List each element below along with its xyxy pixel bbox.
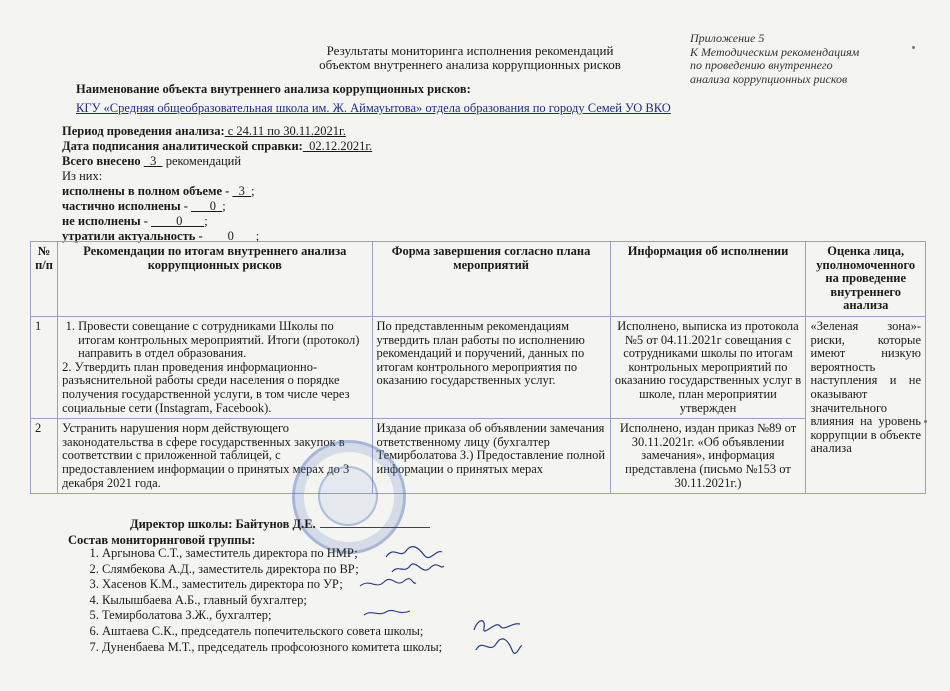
appendix-header: [690, 32, 920, 86]
signature-4: [362, 606, 412, 620]
total-value: 3: [143, 154, 163, 168]
scan-speck: [924, 420, 927, 423]
of-them-label: Из них:: [62, 169, 103, 183]
lost-relevance-label: утратили актуальность -: [62, 229, 203, 243]
row-1-num: 1: [31, 316, 58, 418]
total-suffix: рекомендаций: [162, 154, 242, 168]
row-2-completion-form: Издание приказа об объявлении замечания ответственному лицу (бухгалтер Темирболатова З.) Предоставление полной информации о принятых мерах: [372, 419, 610, 494]
monitoring-group-label: Состав мониторинговой группы:: [68, 533, 256, 547]
partial-value: 0: [191, 199, 223, 213]
list-item: 5. Темирболатова З.Ж., бухгалтер;: [102, 608, 442, 624]
signature-6: [472, 636, 524, 658]
director-signature-line: [320, 517, 430, 528]
lost-relevance-line: утратили актуальность - 0 ;: [62, 229, 260, 243]
list-item: 6. Аштаева С.К., председатель попечительского совета школы;: [102, 624, 442, 640]
recommendations-table: [30, 241, 926, 494]
row-2-num: 2: [31, 419, 58, 494]
signing-date-line: [62, 139, 372, 153]
appendix-line-3: по проведению внутреннего: [690, 58, 833, 72]
scan-speck: [912, 46, 915, 49]
row-1-completion-form: По представленным рекомендациям утвердить план работы по исполнению рекомендаций и поручений, данных по итогам контрольного мероприятия по оказанию государственных услуг.: [372, 316, 610, 418]
header-execution-info: Информация об исполнении: [610, 242, 806, 317]
full-label: исполнены в полном объеме -: [62, 184, 230, 198]
list-item: 1. Аргынова С.Т., заместитель директора по НМР;: [102, 546, 442, 562]
row-2-recommendations: Устранить нарушения норм действующего законодательства в сфере государственных закупок в соответствии с приложенной таблицей, с предоставлением информации о принятых мерах до 3 декабря 2021 года.: [58, 419, 372, 494]
appendix-line-4: анализа коррупционных рисков: [690, 71, 848, 86]
signing-date-label: Дата подписания аналитической справки:: [62, 139, 303, 153]
full-value: 3: [232, 184, 252, 198]
period-line: [62, 124, 346, 138]
list-item: 7. Дуненбаева М.Т., председатель профсоюзного комитета школы;: [102, 640, 442, 656]
header-recommendations: Рекомендации по итогам внутреннего анализа коррупционных рисков: [58, 242, 372, 317]
signature-3: [358, 576, 418, 592]
object-name: КГУ «Средняя общеобразовательная школа им. Ж. Аймауытова» отдела образования по городу Семей УО ВКО: [76, 101, 671, 115]
title-line-1: Результаты мониторинга исполнения рекомендаций: [326, 43, 614, 58]
lost-relevance-value: 0: [205, 229, 256, 243]
recommendation-2: 2. Утвердить план проведения информационно-разъяснительной работы среди населения о порядке получения государственной услуги, в том числе через социальные сети (Instagram, Facebook).: [62, 359, 350, 415]
appendix-line-1: Приложение 5: [690, 31, 765, 45]
not-executed-value: 0: [151, 214, 205, 228]
row-1-recommendations: [58, 316, 372, 418]
row-1-execution-info: Исполнено, выписка из протокола №5 от 04.11.2021г совещания с сотрудниками школы по итогам контрольных мероприятий по оказанию государственных услуг в школе, план мероприятии утвержден: [610, 316, 806, 418]
not-executed-label: не исполнены -: [62, 214, 148, 228]
list-item: 3. Хасенов К.М., заместитель директора по УР;: [102, 577, 442, 593]
table-row: [31, 316, 926, 418]
header-completion-form: Форма завершения согласно плана мероприятий: [372, 242, 610, 317]
not-executed-line: не исполнены - 0 ;: [62, 214, 208, 228]
object-label: Наименование объекта внутреннего анализа коррупционных рисков:: [76, 82, 471, 96]
total-line: [62, 154, 241, 168]
signing-date-value: 02.12.2021г.: [302, 139, 373, 153]
director-name: Директор школы: Байтунов Д.Е.: [130, 517, 316, 531]
table-header-row: [31, 242, 926, 317]
header-assessment: Оценка лица, уполномоченного на проведение внутреннего анализа: [806, 242, 926, 317]
total-label: Всего внесено: [62, 154, 141, 168]
period-value: с 24.11 по 30.11.2021г.: [224, 124, 346, 138]
appendix-line-2: К Методическим рекомендациям: [690, 44, 860, 59]
assessment-cell: «Зеленая зона»-риски, которые имеют низкую вероятность наступления и не оказывают значительного влияния на уровень коррупции в объекте анализа: [806, 316, 926, 493]
full-line: исполнены в полном объеме - 3 ;: [62, 184, 255, 198]
signature-1: [384, 543, 444, 561]
document-title: [260, 44, 680, 72]
signature-5: [470, 614, 522, 636]
partial-line: частично исполнены - 0 ;: [62, 199, 226, 213]
recommendation-1: 1. Провести совещание с сотрудниками Школы по итогам контрольных мероприятий. Итоги (протокол) направить в отдел образования.: [78, 320, 367, 361]
list-item: 4. Кылышбаева А.Б., главный бухгалтер;: [102, 593, 442, 609]
list-item: 2. Слямбекова А.Д., заместитель директора по ВР;: [102, 562, 442, 578]
header-num: № п/п: [31, 242, 58, 317]
monitoring-group-list: [84, 546, 442, 655]
recommendation-list: [62, 320, 367, 361]
period-label: Период проведения анализа:: [62, 124, 225, 138]
partial-label: частично исполнены -: [62, 199, 188, 213]
director-line: [130, 517, 430, 532]
table-row: [31, 419, 926, 494]
title-line-2: объектом внутреннего анализа коррупционных рисков: [319, 57, 621, 72]
row-2-execution-info: Исполнено, издан приказ №89 от 30.11.2021г. «Об объявлении замечания», информация представлена (письмо №153 от 30.11.2021г.): [610, 419, 806, 494]
